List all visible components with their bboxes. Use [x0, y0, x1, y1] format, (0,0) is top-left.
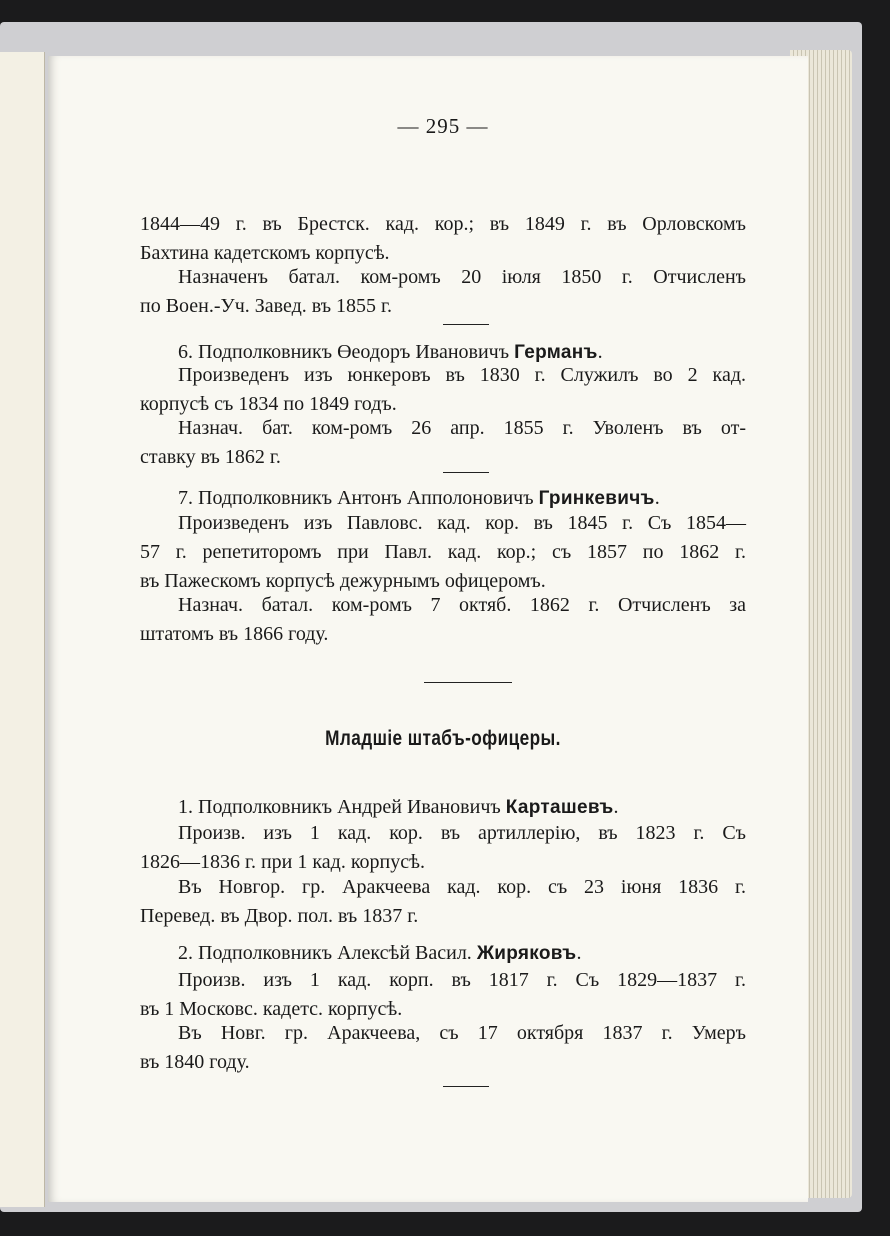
- section-title: Младшіе штабъ-офицеры.: [325, 727, 561, 750]
- text-line: Произв. изъ 1 кад. кор. въ артиллерію, въ 1823 г. Съ: [178, 822, 746, 844]
- punct: .: [613, 796, 619, 818]
- section-rule: [424, 682, 512, 683]
- surname: Жиряковъ: [476, 943, 577, 964]
- paragraph: [140, 210, 746, 268]
- entry-rank: 2. Подполковникъ Алексѣй Васил.: [178, 942, 477, 964]
- text-line: штатомъ въ 1866 году.: [140, 623, 329, 645]
- text-line: Назнач. батал. ком-ромъ 7 октяб. 1862 г. Отчисленъ за: [178, 594, 746, 616]
- surname: Германъ: [514, 342, 598, 363]
- surname: Карташевъ: [505, 797, 614, 818]
- text-line: Перевед. въ Двор. пол. въ 1837 г.: [140, 905, 419, 927]
- paragraph: [140, 873, 746, 931]
- entry-heading: [140, 939, 746, 968]
- paragraph: [140, 591, 746, 649]
- left-page-edge: [0, 52, 45, 1207]
- paragraph: [140, 966, 746, 1024]
- entry-rank: 1. Подполковникъ Андрей Ивановичъ: [178, 796, 506, 818]
- separator-rule: [443, 324, 489, 325]
- text-line: 1826—1836 г. при 1 кад. корпусѣ.: [140, 851, 425, 873]
- paragraph: [140, 263, 746, 321]
- entry-rank: 7. Подполковникъ Антонъ Апполоновичъ: [178, 487, 539, 509]
- punct: .: [654, 487, 660, 509]
- text-line: 1844—49 г. въ Брестск. кад. кор.; въ 1849 г. въ Орловскомъ: [140, 213, 746, 235]
- text-line: Назнач. бат. ком-ромъ 26 апр. 1855 г. Уволенъ въ от-: [178, 417, 746, 439]
- paragraph: [140, 1019, 746, 1077]
- paragraph: [140, 414, 746, 472]
- text-line: Въ Новгор. гр. Аракчеева кад. кор. съ 23 іюня 1836 г.: [178, 876, 746, 898]
- punct: .: [597, 341, 603, 363]
- entry-heading: [140, 793, 746, 822]
- text-line: Въ Новг. гр. Аракчеева, съ 17 октября 1837 г. Умеръ: [178, 1022, 746, 1044]
- entry-rank: 6. Подполковникъ Өеодоръ Ивановичъ: [178, 341, 515, 363]
- paragraph: [140, 509, 746, 596]
- text-line: 57 г. репетиторомъ при Павл. кад. кор.; съ 1857 по 1862 г.: [140, 541, 746, 563]
- text-line: Бахтина кадетскомъ корпусѣ.: [140, 242, 390, 264]
- text-line: Назначенъ батал. ком-ромъ 20 іюля 1850 г. Отчисленъ: [178, 266, 746, 288]
- text-line: Произведенъ изъ юнкеровъ въ 1830 г. Служилъ во 2 кад.: [178, 364, 746, 386]
- text-line: [140, 939, 746, 968]
- text-line: въ 1840 году.: [140, 1051, 250, 1073]
- text-line: въ Пажескомъ корпусѣ дежурнымъ офицеромъ.: [140, 570, 546, 592]
- text-line: [140, 793, 746, 822]
- separator-rule: [443, 472, 489, 473]
- paragraph: [140, 361, 746, 419]
- text-line: Произв. изъ 1 кад. корп. въ 1817 г. Съ 1829—1837 г.: [178, 969, 746, 991]
- text-line: въ 1 Московс. кадетс. корпусѣ.: [140, 998, 403, 1020]
- paragraph: [140, 819, 746, 877]
- text-line: корпусѣ съ 1834 по 1849 годъ.: [140, 393, 397, 415]
- text-line: ставку въ 1862 г.: [140, 446, 281, 468]
- page-number: — 295 —: [397, 114, 489, 138]
- punct: .: [576, 942, 582, 964]
- text-line: Произведенъ изъ Павловс. кад. кор. въ 1845 г. Съ 1854—: [178, 512, 746, 534]
- text-line: по Воен.-Уч. Завед. въ 1855 г.: [140, 295, 392, 317]
- separator-rule: [443, 1086, 489, 1087]
- book-page: [48, 56, 808, 1202]
- surname: Гринкевичъ: [538, 488, 655, 509]
